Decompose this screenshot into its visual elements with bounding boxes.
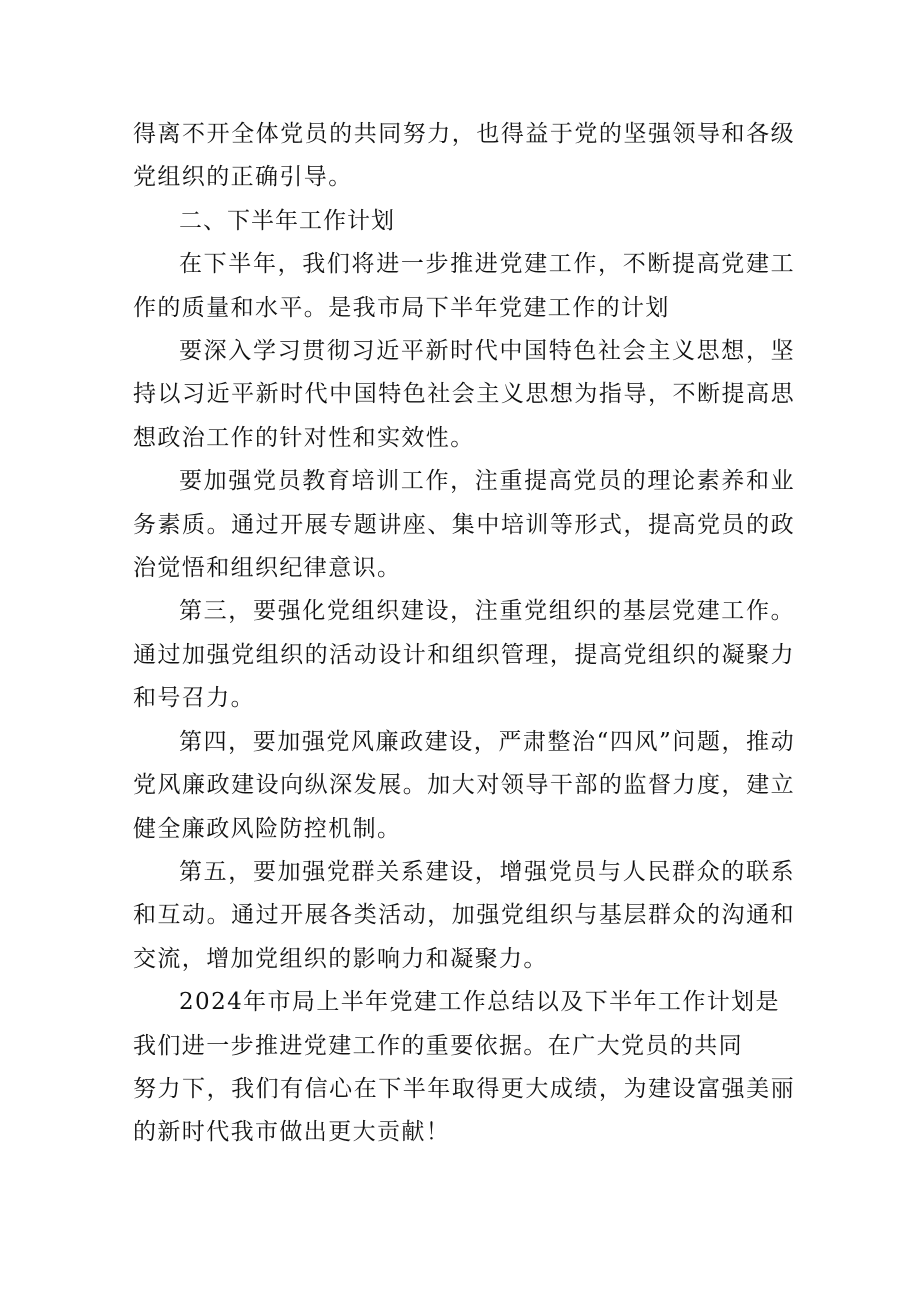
- paragraph-item-5: 第五，要加强党群关系建设，增强党员与人民群众的联系和互动。通过开展各类活动，加强党组织与基层群众的沟通和交流，增加党组织的影响力和凝聚力。: [133, 858, 795, 972]
- paragraph-item-4: 第四，要加强党风廉政建设，严肃整治“四风”问题，推动党风廉政建设向纵深发展。加大对领导干部的监督力度，建立健全廉政风险防控机制。: [133, 728, 795, 842]
- paragraph-item-1: 要深入学习贯彻习近平新时代中国特色社会主义思想，坚持以习近平新时代中国特色社会主义思想为指导，不断提高思想政治工作的针对性和实效性。: [133, 338, 795, 451]
- paragraph-conclusion-part-2: 努力下，我们有信心在下半年取得更大成绩，为建设富强美丽的新时代我市做出更大贡献！: [133, 1075, 795, 1146]
- section-heading: 二、下半年工作计划: [179, 207, 395, 234]
- paragraph-item-3: 第三，要强化党组织建设，注重党组织的基层党建工作。通过加强党组织的活动设计和组织管理，提高党组织的凝聚力和号召力。: [133, 598, 795, 712]
- document-page: [133, 113, 795, 1155]
- paragraph-intro: 在下半年，我们将进一步推进党建工作，不断提高党建工作的质量和水平。是我市局下半年党建工作的计划: [133, 251, 795, 321]
- paragraph-item-2: 要加强党员教育培训工作，注重提高党员的理论素养和业务素质。通过开展专题讲座、集中培训等形式，提高党员的政治觉悟和组织纪律意识。: [133, 468, 795, 582]
- paragraph-continuation: 得离不开全体党员的共同努力，也得益于党的坚强领导和各级党组织的正确引导。: [133, 121, 795, 191]
- paragraph-conclusion-part-1: 2024年市局上半年党建工作总结以及下半年工作计划是我们进一步推进党建工作的重要依据。在广大党员的共同: [133, 989, 780, 1059]
